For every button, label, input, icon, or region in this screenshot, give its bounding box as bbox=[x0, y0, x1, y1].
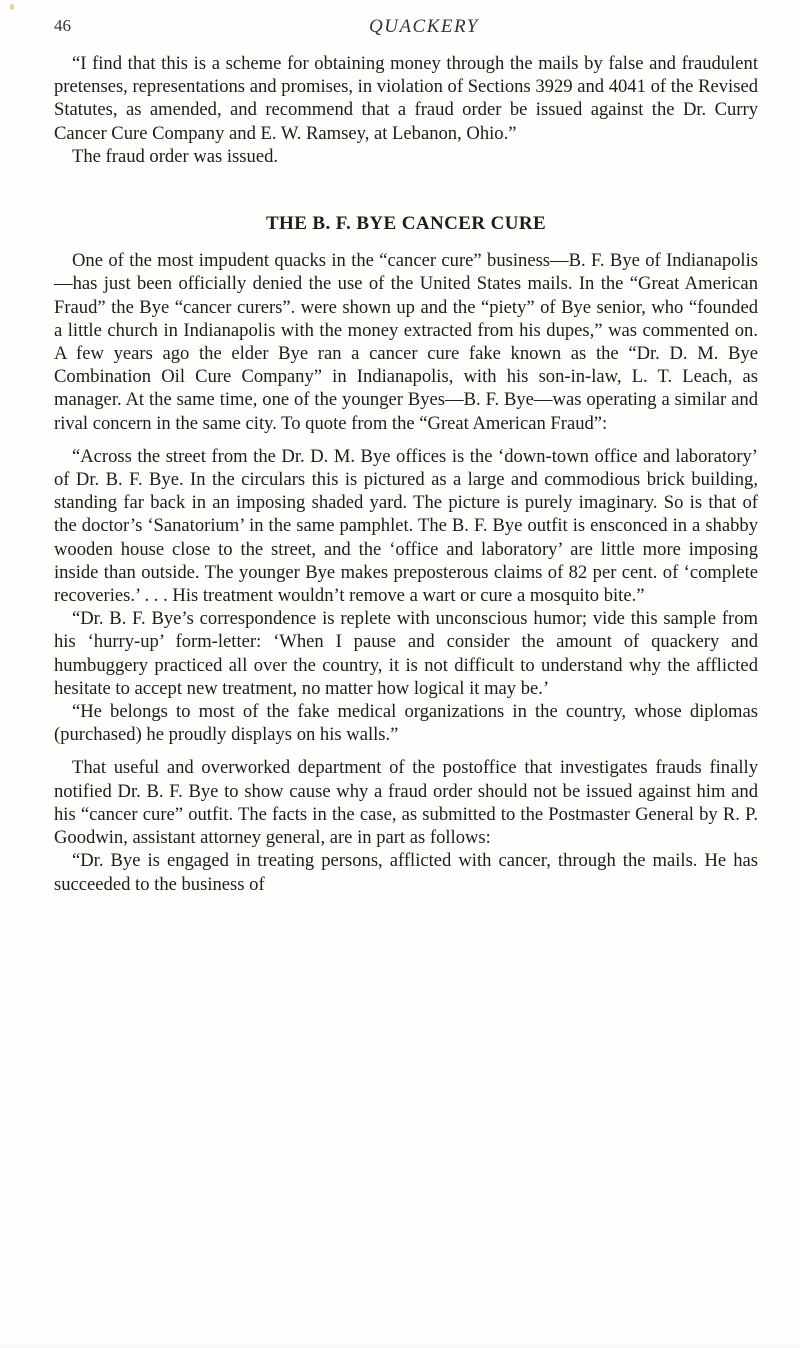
fraud-order-issued-paragraph: The fraud order was issued. bbox=[72, 145, 279, 167]
section-paragraph: That useful and overworked department of the postoffice that investigates frauds finally notified Dr. B. F. Bye to show cause why a fraud order should not be issued against him and his “cancer cure” outfit. The facts in the case, as submitted to the Postmaster General by R. P. Goodwin, assistant attorney general, are in part as follows: bbox=[54, 757, 758, 849]
page-header bbox=[54, 16, 750, 44]
section-paragraph: “Across the street from the Dr. D. M. Bye offices is the ‘down-town office and laboratory’ of Dr. B. F. Bye. In the circulars this is pictured as a large and commodious brick building, standing far back in an imposing shaded yard. The picture is purely imaginary. So is that of the doctor’s ‘Sanatorium’ in the same pamphlet. The B. F. Bye outfit is ensconced in a shabby wooden house close to the street, and the ‘office and laboratory’ are little more imposing inside than outside. The younger Bye makes preposterous claims of 82 per cent. of ‘complete recoveries.’ . . . His treatment wouldn’t remove a wart or cure a mosquito bite.” bbox=[54, 445, 758, 607]
page-bottom-shadow bbox=[0, 1342, 800, 1348]
body-text bbox=[54, 52, 758, 896]
quoted-recommendation-paragraph: “I find that this is a scheme for obtaining money through the mails by false and fraudulent pretenses, representations and promises, in violation of Sections 3929 and 4041 of the Revised Statutes, as amended, and recommend that a fraud order be issued against the Dr. Curry Cancer Cure Company and E. W. Ramsey, at Lebanon, Ohio.” bbox=[54, 53, 758, 144]
page-number: 46 bbox=[54, 16, 71, 35]
section-paragraph: One of the most impudent quacks in the “cancer cure” business—B. F. Bye of Indianapolis—has just been officially denied the use of the United States mails. In the “Great American Fraud” the Bye “cancer curers”. were shown up and the “piety” of Bye senior, who “founded a little church in Indianapolis with the money extracted from his dupes,” was commented on. A few years ago the elder Bye ran a cancer cure fake known as the “Dr. D. M. Bye Combination Oil Cure Company” in Indianapolis, with his son-in-law, L. T. Leach, as manager. At the same time, one of the younger Byes—B. F. Bye—was operating a similar and rival concern in the same city. To quote from the “Great American Fraud”: bbox=[54, 250, 758, 434]
section-paragraph: “Dr. Bye is engaged in treating persons, afflicted with cancer, through the mails. He has succeeded to the business of bbox=[54, 850, 758, 895]
section-paragraph: “He belongs to most of the fake medical organizations in the country, whose diplomas (purchased) he proudly displays on his walls.” bbox=[54, 701, 758, 746]
section-heading: THE B. F. BYE CANCER CURE bbox=[265, 213, 547, 235]
section-paragraph: “Dr. B. F. Bye’s correspondence is replete with unconscious humor; vide this sample from his ‘hurry-up’ form-letter: ‘When I pause and consider the amount of quackery and humbuggery practiced all over the country, it is not difficult to understand why the afflicted hesitate to accept new treatment, no matter how logical it may be.’ bbox=[54, 608, 758, 699]
page-speck bbox=[10, 4, 14, 10]
running-head: QUACKERY bbox=[369, 16, 479, 37]
